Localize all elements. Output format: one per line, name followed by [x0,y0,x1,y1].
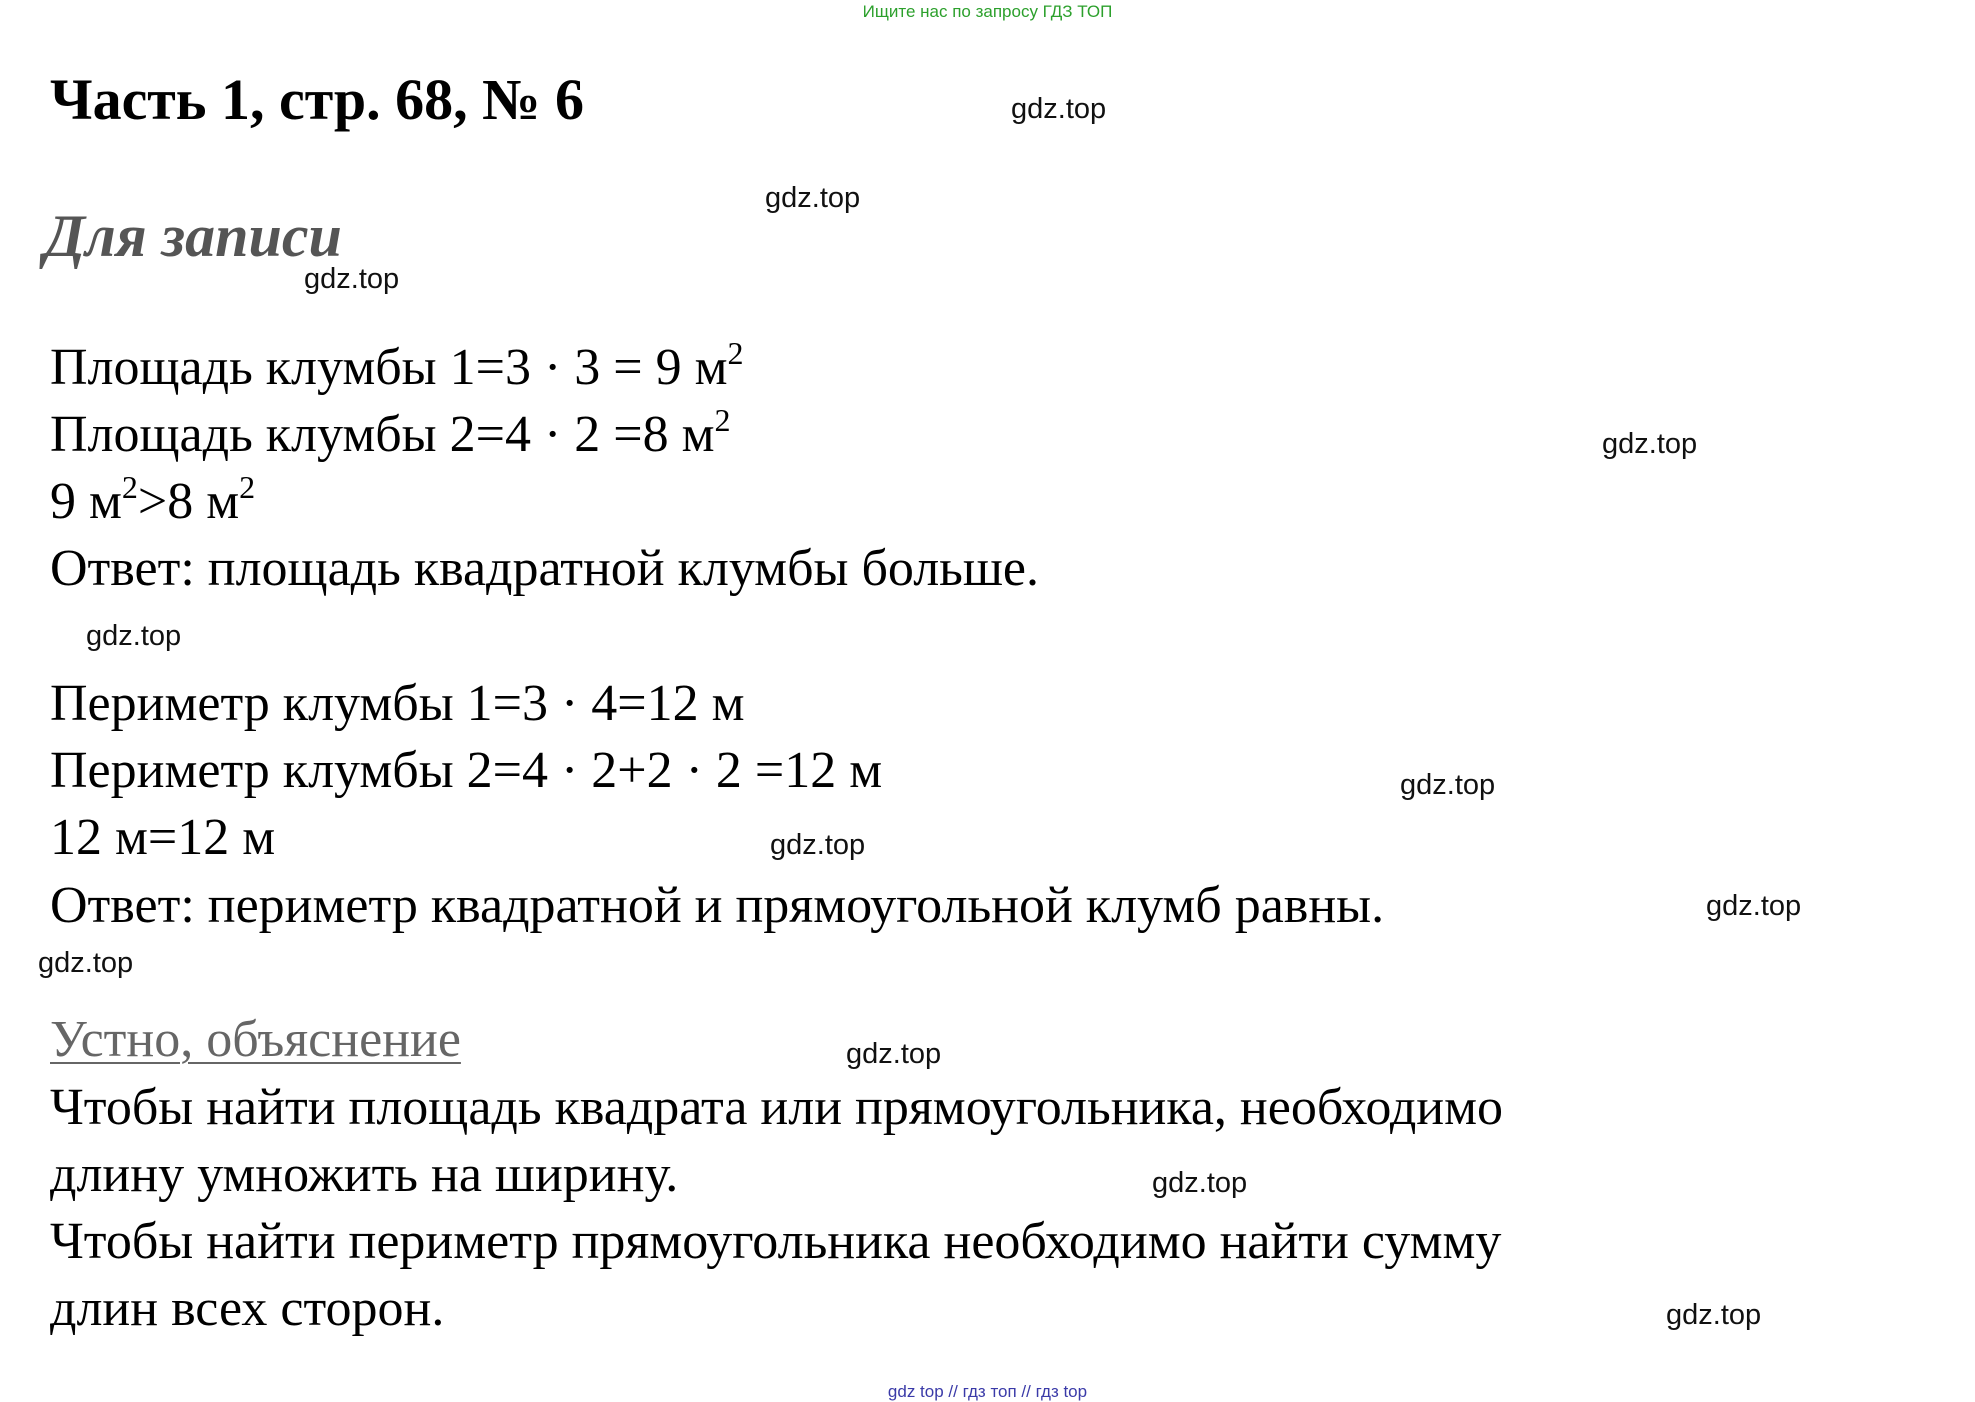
area-line-2-sup: 2 [714,402,731,438]
watermark: gdz.top [765,182,861,214]
watermark: gdz.top [86,620,182,652]
watermark: gdz.top [846,1038,942,1070]
explanation-para-2-line-1: Чтобы найти периметр прямоугольника необходимо найти сумму [50,1213,1502,1270]
watermark: gdz.top [304,263,400,295]
watermark: gdz.top [1706,890,1802,922]
explanation-para-1-line-2: длину умножить на ширину. [50,1146,679,1203]
watermark: gdz.top [1602,428,1698,460]
area-line-2-text: Площадь клумбы 2=4 · 2 =8 м [50,406,715,463]
watermark: gdz.top [1400,769,1496,801]
area-line-1 [50,335,744,397]
area-line-3-b: >8 м [137,473,240,530]
explanation-para-1-line-1: Чтобы найти площадь квадрата или прямоугольника, необходимо [50,1079,1504,1136]
watermark: gdz.top [1152,1167,1248,1199]
perimeter-line-2: Периметр клумбы 2=4 · 2+2 · 2 =12 м [50,742,883,799]
area-line-1-text: Площадь клумбы 1=3 · 3 = 9 м [50,339,728,396]
watermark: gdz.top [1011,93,1107,125]
area-line-3-b-sup: 2 [239,469,256,505]
perimeter-line-1: Периметр клумбы 1=3 · 4=12 м [50,675,745,732]
watermark: gdz.top [38,947,134,979]
explanation-heading: Устно, объяснение [50,1011,461,1068]
area-line-1-sup: 2 [727,335,744,371]
watermark: gdz.top [1666,1299,1762,1331]
top-banner: Ищите нас по запросу ГДЗ ТОП [862,2,1113,21]
area-line-3-a-sup: 2 [121,469,138,505]
perimeter-answer: Ответ: периметр квадратной и прямоугольной клумб равны. [50,877,1385,934]
page-title: Часть 1, стр. 68, № 6 [50,67,584,132]
area-line-3 [50,469,256,531]
area-line-3-a: 9 м [50,473,122,530]
record-heading: Для записи [44,203,342,269]
watermark: gdz.top [770,829,866,861]
explanation-para-2-line-2: длин всех сторон. [50,1280,445,1337]
area-answer: Ответ: площадь квадратной клумбы больше. [50,540,1040,597]
perimeter-line-3: 12 м=12 м [50,809,276,866]
bottom-banner: gdz top // гдз топ // гдз top [887,1382,1088,1401]
area-line-2 [50,402,731,464]
